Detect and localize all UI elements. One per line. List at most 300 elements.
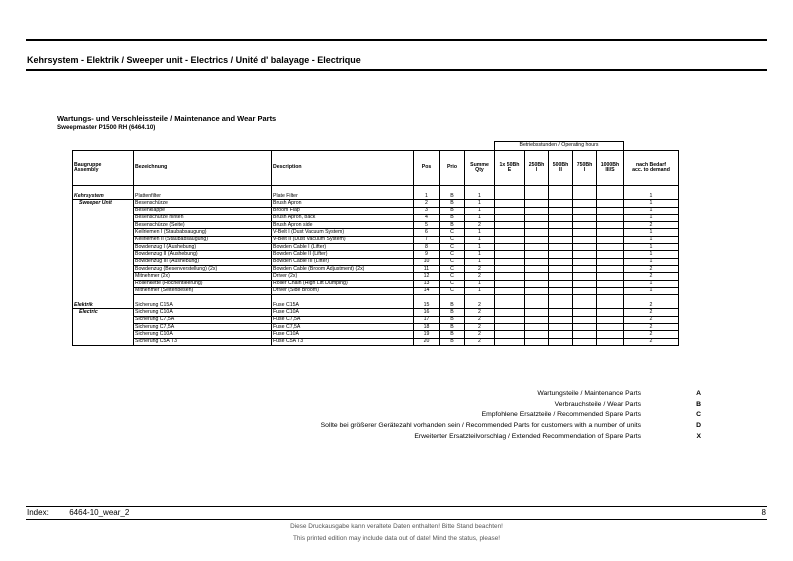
interval-cell bbox=[495, 200, 525, 207]
interval-cell bbox=[549, 280, 573, 287]
spacer-cell bbox=[440, 295, 465, 303]
interval-cell bbox=[549, 200, 573, 207]
col-header-prio: Prio bbox=[440, 151, 465, 186]
interval-cell bbox=[495, 324, 525, 331]
pos-cell: 4 bbox=[414, 214, 440, 221]
interval-cell bbox=[495, 302, 525, 309]
interval-cell bbox=[573, 251, 597, 258]
bezeichnung-cell: Mitnehmer (Seitenbesen) bbox=[134, 287, 272, 294]
prio-cell: B bbox=[440, 309, 465, 316]
interval-cell bbox=[525, 280, 549, 287]
assembly-cell bbox=[73, 236, 134, 243]
bezeichnung-cell: Besenklappe bbox=[134, 207, 272, 214]
prio-cell: C bbox=[440, 287, 465, 294]
interval-cell bbox=[495, 214, 525, 221]
interval-cell bbox=[525, 258, 549, 265]
demand-cell: 1 bbox=[624, 244, 679, 251]
interval-cell bbox=[573, 200, 597, 207]
interval-cell bbox=[549, 309, 573, 316]
col-header-demand: nach Bedarf acc. to demand bbox=[624, 151, 679, 186]
assembly-cell bbox=[73, 222, 134, 229]
top-rule bbox=[26, 39, 767, 41]
pos-cell: 16 bbox=[414, 309, 440, 316]
interval-cell bbox=[495, 251, 525, 258]
bezeichnung-cell: Keilriemen I (Staubabsaugung) bbox=[134, 229, 272, 236]
legend-code: D bbox=[696, 422, 701, 430]
table-row bbox=[73, 222, 679, 229]
interval-cell bbox=[495, 236, 525, 243]
table-row bbox=[73, 236, 679, 243]
interval-cell bbox=[525, 324, 549, 331]
qty-cell: 1 bbox=[465, 214, 495, 221]
demand-cell: 1 bbox=[624, 193, 679, 200]
demand-cell: 2 bbox=[624, 324, 679, 331]
pos-cell: 5 bbox=[414, 222, 440, 229]
prio-cell: C bbox=[440, 273, 465, 280]
assembly-cell bbox=[73, 251, 134, 258]
assembly-cell: Sweeper Unit bbox=[73, 200, 134, 207]
interval-cell bbox=[573, 193, 597, 200]
interval-cell bbox=[525, 316, 549, 323]
bezeichnung-cell: Besenschürze (Seite) bbox=[134, 222, 272, 229]
interval-cell bbox=[573, 280, 597, 287]
interval-cell bbox=[573, 258, 597, 265]
description-cell: Brush Apron bbox=[272, 200, 414, 207]
demand-cell: 2 bbox=[624, 309, 679, 316]
interval-cell bbox=[549, 316, 573, 323]
demand-cell: 2 bbox=[624, 338, 679, 345]
demand-cell: 2 bbox=[624, 222, 679, 229]
interval-cell bbox=[573, 236, 597, 243]
table-row bbox=[73, 200, 679, 207]
prio-cell: B bbox=[440, 331, 465, 338]
index-value: 6464-10_wear_2 bbox=[69, 508, 130, 517]
spacer-cell bbox=[624, 295, 679, 303]
page-number: 8 bbox=[761, 508, 766, 517]
interval-cell bbox=[549, 251, 573, 258]
priority-legend bbox=[321, 388, 701, 442]
spacer-cell bbox=[134, 295, 272, 303]
prio-cell: B bbox=[440, 214, 465, 221]
description-cell: Fuse C10A bbox=[272, 309, 414, 316]
interval-cell bbox=[525, 207, 549, 214]
interval-cell bbox=[495, 265, 525, 272]
legend-row bbox=[321, 420, 701, 431]
legend-code: A bbox=[696, 389, 701, 397]
interval-cell bbox=[573, 287, 597, 294]
description-cell: Bowden Cable I (Lifter) bbox=[272, 244, 414, 251]
interval-cell bbox=[525, 200, 549, 207]
interval-cell bbox=[597, 316, 624, 323]
table-row bbox=[73, 244, 679, 251]
interval-cell bbox=[495, 207, 525, 214]
pos-cell: 8 bbox=[414, 244, 440, 251]
bezeichnung-cell: Sicherung C7,5A bbox=[134, 324, 272, 331]
legend-code: B bbox=[696, 400, 701, 408]
prio-cell: C bbox=[440, 280, 465, 287]
pos-cell: 6 bbox=[414, 229, 440, 236]
prio-cell: C bbox=[440, 236, 465, 243]
assembly-cell bbox=[73, 338, 134, 345]
interval-cell bbox=[525, 338, 549, 345]
interval-cell bbox=[597, 200, 624, 207]
spacer-cell bbox=[525, 295, 549, 303]
interval-cell bbox=[597, 302, 624, 309]
interval-cell bbox=[549, 273, 573, 280]
interval-cell bbox=[525, 244, 549, 251]
interval-cell bbox=[573, 309, 597, 316]
qty-cell: 1 bbox=[465, 193, 495, 200]
spacer-cell bbox=[73, 295, 134, 303]
title-underline bbox=[26, 69, 767, 71]
assembly-cell bbox=[73, 316, 134, 323]
demand-cell: 1 bbox=[624, 258, 679, 265]
prio-cell: B bbox=[440, 316, 465, 323]
bezeichnung-cell: Mitnehmer (2x) bbox=[134, 273, 272, 280]
interval-cell bbox=[549, 331, 573, 338]
description-cell: V-Belt II (Dust Vacuum System) bbox=[272, 236, 414, 243]
description-cell: Fuse C15A bbox=[272, 302, 414, 309]
pos-cell: 15 bbox=[414, 302, 440, 309]
demand-cell: 1 bbox=[624, 229, 679, 236]
table-row bbox=[73, 287, 679, 294]
qty-cell: 2 bbox=[465, 265, 495, 272]
spacer-cell bbox=[573, 295, 597, 303]
interval-cell bbox=[597, 338, 624, 345]
legend-row bbox=[321, 410, 701, 421]
qty-cell: 2 bbox=[465, 302, 495, 309]
interval-cell bbox=[597, 193, 624, 200]
interval-cell bbox=[597, 207, 624, 214]
description-cell: Brush Apron side bbox=[272, 222, 414, 229]
bezeichnung-cell: Bowdenzug (Besenverstellung) (2x) bbox=[134, 265, 272, 272]
parts-table bbox=[72, 141, 679, 346]
bezeichnung-cell: Sicherung C10A bbox=[134, 331, 272, 338]
bezeichnung-cell: Sicherung C10A bbox=[134, 309, 272, 316]
prio-cell: C bbox=[440, 258, 465, 265]
legend-text: Sollte bei größerer Gerätezahl vorhanden sein / Recommended Parts for customers with a number of units bbox=[320, 422, 641, 430]
interval-cell bbox=[525, 265, 549, 272]
interval-cell bbox=[495, 280, 525, 287]
table-row bbox=[73, 207, 679, 214]
interval-cell bbox=[549, 244, 573, 251]
qty-cell: 2 bbox=[465, 338, 495, 345]
qty-cell: 2 bbox=[465, 324, 495, 331]
table-row bbox=[73, 331, 679, 338]
description-cell: Bowden Cable (Broom Adjustment) (2x) bbox=[272, 265, 414, 272]
pos-cell: 19 bbox=[414, 331, 440, 338]
interval-cell bbox=[549, 236, 573, 243]
table-row bbox=[73, 265, 679, 272]
pos-cell: 18 bbox=[414, 324, 440, 331]
qty-cell: 1 bbox=[465, 287, 495, 294]
qty-cell: 1 bbox=[465, 200, 495, 207]
interval-cell bbox=[495, 338, 525, 345]
bezeichnung-cell: Bowdenzug III (Aushebung) bbox=[134, 258, 272, 265]
description-cell: Broom Flap bbox=[272, 207, 414, 214]
spacer-cell bbox=[549, 295, 573, 303]
legend-row bbox=[321, 399, 701, 410]
description-cell: Fuse C7,5A bbox=[272, 316, 414, 323]
bezeichnung-cell: Besenschürze bbox=[134, 200, 272, 207]
pos-cell: 17 bbox=[414, 316, 440, 323]
interval-cell bbox=[573, 244, 597, 251]
interval-cell bbox=[525, 222, 549, 229]
interval-cell bbox=[573, 316, 597, 323]
interval-cell bbox=[573, 324, 597, 331]
pos-cell: 2 bbox=[414, 200, 440, 207]
interval-cell bbox=[525, 236, 549, 243]
spacer-cell bbox=[597, 295, 624, 303]
qty-cell: 2 bbox=[465, 222, 495, 229]
table-row bbox=[73, 280, 679, 287]
interval-cell bbox=[573, 331, 597, 338]
index-label: Index: bbox=[27, 508, 49, 517]
description-cell: Fuse C10A bbox=[272, 331, 414, 338]
interval-cell bbox=[573, 222, 597, 229]
description-cell: Driver (Side Broom) bbox=[272, 287, 414, 294]
interval-cell bbox=[495, 331, 525, 338]
pos-cell: 13 bbox=[414, 280, 440, 287]
interval-cell bbox=[549, 222, 573, 229]
interval-cell bbox=[597, 236, 624, 243]
interval-cell bbox=[597, 251, 624, 258]
legend-code: C bbox=[696, 411, 701, 419]
interval-cell bbox=[495, 229, 525, 236]
assembly-cell bbox=[73, 287, 134, 294]
index-line bbox=[27, 508, 129, 517]
demand-cell: 1 bbox=[624, 214, 679, 221]
assembly-cell bbox=[73, 258, 134, 265]
interval-cell bbox=[573, 265, 597, 272]
interval-cell bbox=[597, 331, 624, 338]
bottom-rule bbox=[26, 519, 767, 520]
pos-cell: 12 bbox=[414, 273, 440, 280]
prio-cell: B bbox=[440, 193, 465, 200]
interval-cell bbox=[495, 316, 525, 323]
interval-cell bbox=[597, 229, 624, 236]
description-cell: Brush Apron, back bbox=[272, 214, 414, 221]
bezeichnung-cell: Besenschürze hinten bbox=[134, 214, 272, 221]
prio-cell: C bbox=[440, 244, 465, 251]
table-header-top bbox=[73, 142, 679, 151]
qty-cell: 1 bbox=[465, 207, 495, 214]
legend-text: Erweiterter Ersatzteilvorschlag / Extended Recommendation of Spare Parts bbox=[414, 433, 641, 441]
assembly-cell bbox=[73, 331, 134, 338]
description-cell: Driver (2x) bbox=[272, 273, 414, 280]
interval-cell bbox=[549, 214, 573, 221]
interval-cell bbox=[525, 214, 549, 221]
table-row bbox=[73, 214, 679, 221]
assembly-cell bbox=[73, 244, 134, 251]
prio-cell: C bbox=[440, 229, 465, 236]
prio-cell: B bbox=[440, 200, 465, 207]
interval-cell bbox=[549, 207, 573, 214]
col-header-qty: Summe Qty bbox=[465, 151, 495, 186]
header-spacer-row bbox=[73, 186, 679, 194]
interval-cell bbox=[495, 222, 525, 229]
disclaimer-de: Diese Druckausgabe kann veraltete Daten enthalten! Bitte Stand beachten! bbox=[290, 523, 503, 530]
assembly-cell bbox=[73, 207, 134, 214]
bezeichnung-cell: Sicherung C15A bbox=[134, 302, 272, 309]
qty-cell: 1 bbox=[465, 280, 495, 287]
qty-cell: 1 bbox=[465, 251, 495, 258]
interval-cell bbox=[597, 280, 624, 287]
interval-cell bbox=[549, 229, 573, 236]
interval-cell bbox=[597, 214, 624, 221]
interval-cell bbox=[525, 287, 549, 294]
interval-cell bbox=[597, 222, 624, 229]
page-title: Kehrsystem - Elektrik / Sweeper unit - Electrics / Unité d' balayage - Electrique bbox=[27, 55, 361, 65]
qty-cell: 1 bbox=[465, 229, 495, 236]
prio-cell: B bbox=[440, 338, 465, 345]
pos-cell: 7 bbox=[414, 236, 440, 243]
pos-cell: 11 bbox=[414, 265, 440, 272]
table-row bbox=[73, 273, 679, 280]
interval-cell bbox=[495, 244, 525, 251]
qty-cell: 1 bbox=[465, 258, 495, 265]
prio-cell: C bbox=[440, 265, 465, 272]
interval-cell bbox=[597, 265, 624, 272]
interval-cell bbox=[525, 309, 549, 316]
interval-cell bbox=[597, 244, 624, 251]
interval-cell bbox=[573, 273, 597, 280]
qty-cell: 1 bbox=[465, 244, 495, 251]
assembly-cell bbox=[73, 324, 134, 331]
col-header-250bh: 250Bh I bbox=[525, 151, 549, 186]
demand-cell: 1 bbox=[624, 200, 679, 207]
qty-cell: 1 bbox=[465, 236, 495, 243]
legend-row bbox=[321, 431, 701, 442]
qty-cell: 2 bbox=[465, 316, 495, 323]
col-header-assembly: Baugruppe Assembly bbox=[73, 151, 134, 186]
parts-table-body bbox=[73, 142, 679, 346]
pos-cell: 20 bbox=[414, 338, 440, 345]
assembly-cell bbox=[73, 265, 134, 272]
interval-cell bbox=[549, 302, 573, 309]
table-row bbox=[73, 338, 679, 345]
col-header-500bh: 500Bh II bbox=[549, 151, 573, 186]
description-cell: Bowden Cable III (Lifter) bbox=[272, 258, 414, 265]
interval-cell bbox=[525, 273, 549, 280]
interval-cell bbox=[573, 214, 597, 221]
table-row bbox=[73, 302, 679, 309]
interval-cell bbox=[573, 207, 597, 214]
prio-cell: B bbox=[440, 324, 465, 331]
demand-cell: 1 bbox=[624, 236, 679, 243]
col-header-750bh: 750Bh I bbox=[573, 151, 597, 186]
table-row bbox=[73, 324, 679, 331]
prio-cell: C bbox=[440, 251, 465, 258]
section-title: Wartungs- und Verschleissteile / Maintenance and Wear Parts bbox=[57, 114, 277, 123]
spacer-cell bbox=[414, 295, 440, 303]
description-cell: V-Belt I (Dust Vacuum System) bbox=[272, 229, 414, 236]
interval-cell bbox=[525, 302, 549, 309]
description-cell: Fuse C5A T3 bbox=[272, 338, 414, 345]
qty-cell: 2 bbox=[465, 309, 495, 316]
pos-cell: 3 bbox=[414, 207, 440, 214]
interval-cell bbox=[549, 193, 573, 200]
demand-cell: 2 bbox=[624, 331, 679, 338]
table-row bbox=[73, 251, 679, 258]
qty-cell: 2 bbox=[465, 331, 495, 338]
interval-cell bbox=[597, 287, 624, 294]
assembly-cell bbox=[73, 229, 134, 236]
footer-rule bbox=[26, 506, 767, 507]
bezeichnung-cell: Sicherung C5A T3 bbox=[134, 338, 272, 345]
spacer-cell bbox=[495, 295, 525, 303]
qty-cell: 2 bbox=[465, 273, 495, 280]
interval-cell bbox=[597, 273, 624, 280]
interval-cell bbox=[525, 193, 549, 200]
demand-cell: 2 bbox=[624, 265, 679, 272]
assembly-cell bbox=[73, 273, 134, 280]
bezeichnung-cell: Sicherung C7,5A bbox=[134, 316, 272, 323]
interval-cell bbox=[549, 338, 573, 345]
legend-text: Wartungsteile / Maintenance Parts bbox=[537, 389, 641, 397]
col-header-pos: Pos bbox=[414, 151, 440, 186]
demand-cell: 1 bbox=[624, 207, 679, 214]
col-header-1000bh: 1000Bh III/S bbox=[597, 151, 624, 186]
interval-cell bbox=[549, 287, 573, 294]
interval-cell bbox=[495, 193, 525, 200]
col-header-description: Description bbox=[272, 151, 414, 186]
interval-cell bbox=[549, 258, 573, 265]
demand-cell: 2 bbox=[624, 316, 679, 323]
legend-code: X bbox=[696, 433, 701, 441]
assembly-cell: Elektrik bbox=[73, 302, 134, 309]
interval-cell bbox=[495, 258, 525, 265]
interval-cell bbox=[597, 258, 624, 265]
prio-cell: B bbox=[440, 207, 465, 214]
interval-cell bbox=[573, 229, 597, 236]
interval-cell bbox=[549, 265, 573, 272]
table-row bbox=[73, 193, 679, 200]
assembly-cell bbox=[73, 214, 134, 221]
description-cell: Bowden Cable II (Lifter) bbox=[272, 251, 414, 258]
col-header-50bh: 1x 50Bh E bbox=[495, 151, 525, 186]
group-spacer-row bbox=[73, 295, 679, 303]
table-header bbox=[73, 151, 679, 186]
legend-text: Empfohlene Ersatzteile / Recommended Spare Parts bbox=[481, 411, 641, 419]
interval-cell bbox=[597, 309, 624, 316]
demand-cell: 1 bbox=[624, 251, 679, 258]
interval-cell bbox=[573, 338, 597, 345]
interval-cell bbox=[495, 287, 525, 294]
interval-cell bbox=[495, 309, 525, 316]
assembly-cell bbox=[73, 280, 134, 287]
interval-cell bbox=[573, 302, 597, 309]
operating-hours-header: Betriebsstunden / Operating hours bbox=[495, 142, 624, 151]
bezeichnung-cell: Bowdenzug I (Aushebung) bbox=[134, 244, 272, 251]
demand-cell: 2 bbox=[624, 273, 679, 280]
spacer-cell bbox=[465, 295, 495, 303]
pos-cell: 9 bbox=[414, 251, 440, 258]
description-cell: Plate Filter bbox=[272, 193, 414, 200]
description-cell: Roller Chain (High Lift Dumping) bbox=[272, 280, 414, 287]
section-subtitle: Sweepmaster P1500 RH (6464.10) bbox=[57, 124, 156, 131]
interval-cell bbox=[495, 273, 525, 280]
col-header-bezeichnung: Bezeichnung bbox=[134, 151, 272, 186]
pos-cell: 14 bbox=[414, 287, 440, 294]
legend-row bbox=[321, 388, 701, 399]
assembly-cell: Electric bbox=[73, 309, 134, 316]
pos-cell: 10 bbox=[414, 258, 440, 265]
demand-cell: 2 bbox=[624, 302, 679, 309]
demand-cell: 1 bbox=[624, 280, 679, 287]
bezeichnung-cell: Rollenkette (Hochentleerung) bbox=[134, 280, 272, 287]
interval-cell bbox=[549, 324, 573, 331]
